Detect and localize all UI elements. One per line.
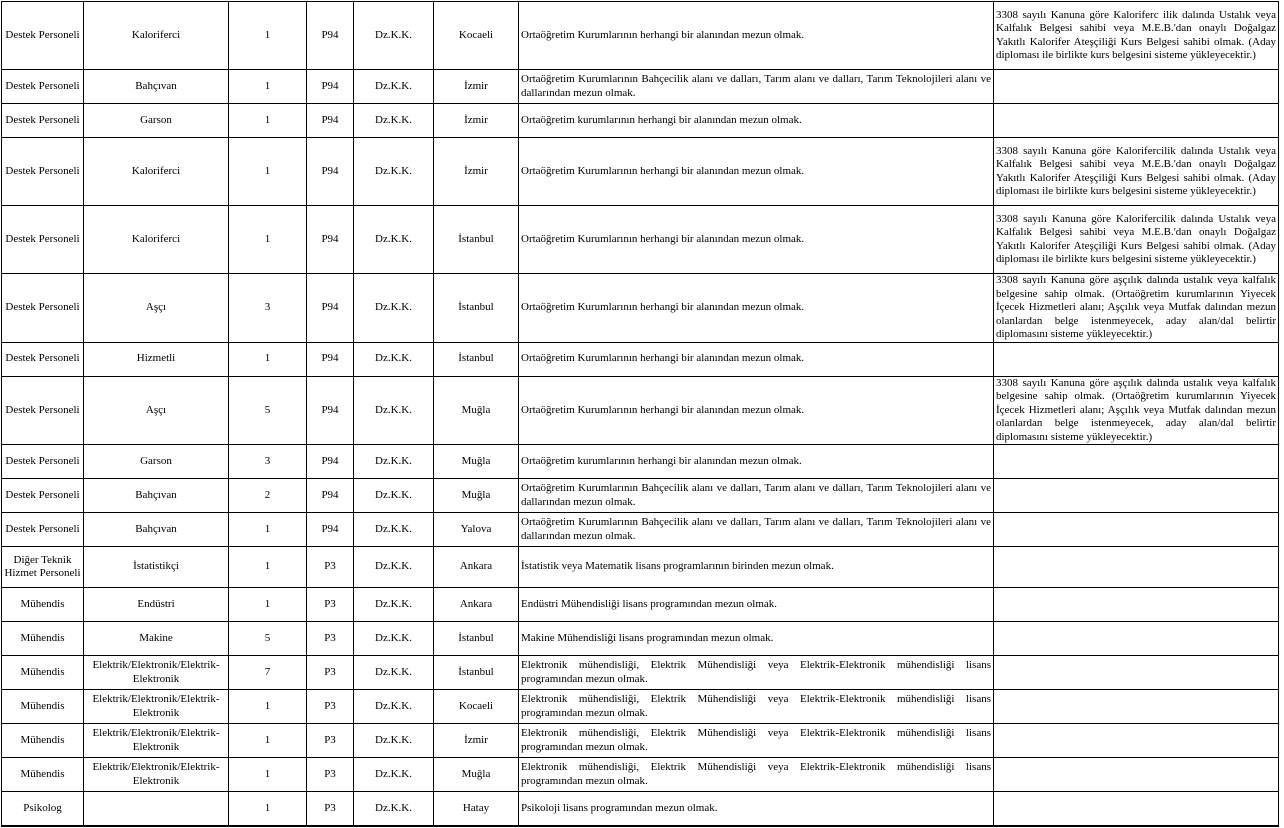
title-cell: Destek Personeli: [2, 206, 84, 274]
table-row: [2, 690, 1279, 724]
department-cell: [84, 792, 229, 826]
title-cell: Mühendis: [2, 656, 84, 690]
note-cell: [994, 758, 1279, 792]
department-cell: Elektrik/Elektronik/Elektrik-Elektronik: [84, 758, 229, 792]
department-cell: Bahçıvan: [84, 513, 229, 547]
department-cell: Makine: [84, 622, 229, 656]
table-row: [2, 724, 1279, 758]
qualification-cell: Ortaöğretim Kurumlarının herhangi bir alanından mezun olmak.: [519, 342, 994, 376]
city-cell: Ankara: [434, 547, 519, 588]
city-cell: Kocaeli: [434, 690, 519, 724]
city-cell: Muğla: [434, 445, 519, 479]
qualification-cell: Psikoloji lisans programından mezun olmak.: [519, 792, 994, 826]
qualification-cell: Elektronik mühendisliği, Elektrik Mühendisliği veya Elektrik-Elektronik mühendisliği lisans programından mezun olmak.: [519, 656, 994, 690]
note-cell: [994, 588, 1279, 622]
score-type-cell: P94: [307, 445, 354, 479]
qualification-cell: Makine Mühendisliği lisans programından mezun olmak.: [519, 622, 994, 656]
score-type-cell: P94: [307, 376, 354, 445]
count-cell: 3: [229, 274, 307, 343]
title-cell: Destek Personeli: [2, 513, 84, 547]
count-cell: 1: [229, 792, 307, 826]
count-cell: 5: [229, 622, 307, 656]
force-cell: Dz.K.K.: [354, 758, 434, 792]
note-cell: [994, 547, 1279, 588]
note-cell: [994, 104, 1279, 138]
department-cell: Garson: [84, 104, 229, 138]
count-cell: 1: [229, 206, 307, 274]
note-cell: [994, 622, 1279, 656]
score-type-cell: P3: [307, 690, 354, 724]
city-cell: Kocaeli: [434, 2, 519, 70]
note-cell: 3308 sayılı Kanuna göre aşçılık dalında ustalık veya kalfalık belgesine sahip olmak. (Ortaöğretim kurumlarının Yiyecek İçecek Hizmetleri alanı; Aşçılık veya Mutfak dalından mezun olanlardan belge istenmeyecek, aday alan/dal belirtir diplomasını sisteme yükleyecektir.): [994, 274, 1279, 343]
department-cell: Kaloriferci: [84, 206, 229, 274]
qualification-cell: Ortaöğretim kurumlarının herhangi bir alanından mezun olmak.: [519, 445, 994, 479]
force-cell: Dz.K.K.: [354, 547, 434, 588]
count-cell: 1: [229, 513, 307, 547]
qualification-cell: Ortaöğretim Kurumlarının Bahçecilik alanı ve dalları, Tarım alanı ve dalları, Tarım Teknolojileri alanı ve dallarından mezun olmak.: [519, 513, 994, 547]
qualification-cell: Elektronik mühendisliği, Elektrik Mühendisliği veya Elektrik-Elektronik mühendisliği lisans programından mezun olmak.: [519, 724, 994, 758]
force-cell: Dz.K.K.: [354, 70, 434, 104]
force-cell: Dz.K.K.: [354, 445, 434, 479]
force-cell: Dz.K.K.: [354, 206, 434, 274]
force-cell: Dz.K.K.: [354, 376, 434, 445]
force-cell: Dz.K.K.: [354, 792, 434, 826]
title-cell: Mühendis: [2, 588, 84, 622]
city-cell: İstanbul: [434, 656, 519, 690]
department-cell: Garson: [84, 445, 229, 479]
department-cell: Bahçıvan: [84, 70, 229, 104]
table-row: [2, 656, 1279, 690]
count-cell: 2: [229, 479, 307, 513]
score-type-cell: P3: [307, 588, 354, 622]
table-body: [2, 2, 1279, 826]
note-cell: 3308 sayılı Kanuna göre aşçılık dalında ustalık veya kalfalık belgesine sahip olmak. (Ortaöğretim kurumlarının Yiyecek İçecek Hizmetleri alanı; Aşçılık veya Mutfak dalından mezun olanlardan belge istenmeyecek, aday alan/dal belirtir diplomasını sisteme yükleyecektir.): [994, 376, 1279, 445]
score-type-cell: P94: [307, 2, 354, 70]
note-cell: [994, 513, 1279, 547]
title-cell: Destek Personeli: [2, 445, 84, 479]
note-cell: [994, 724, 1279, 758]
table-row: [2, 376, 1279, 445]
count-cell: 1: [229, 547, 307, 588]
department-cell: İstatistikçi: [84, 547, 229, 588]
department-cell: Endüstri: [84, 588, 229, 622]
count-cell: 1: [229, 104, 307, 138]
city-cell: Muğla: [434, 479, 519, 513]
title-cell: Destek Personeli: [2, 479, 84, 513]
department-cell: Kaloriferci: [84, 138, 229, 206]
count-cell: 1: [229, 724, 307, 758]
department-cell: Kaloriferci: [84, 2, 229, 70]
force-cell: Dz.K.K.: [354, 479, 434, 513]
department-cell: Elektrik/Elektronik/Elektrik-Elektronik: [84, 724, 229, 758]
count-cell: 5: [229, 376, 307, 445]
table-row: [2, 274, 1279, 343]
qualification-cell: Ortaöğretim Kurumlarının Bahçecilik alanı ve dalları, Tarım alanı ve dalları, Tarım Teknolojileri alanı ve dallarından mezun olmak.: [519, 479, 994, 513]
score-type-cell: P94: [307, 206, 354, 274]
score-type-cell: P3: [307, 758, 354, 792]
count-cell: 1: [229, 138, 307, 206]
score-type-cell: P94: [307, 138, 354, 206]
score-type-cell: P94: [307, 342, 354, 376]
title-cell: Mühendis: [2, 724, 84, 758]
force-cell: Dz.K.K.: [354, 274, 434, 343]
force-cell: Dz.K.K.: [354, 690, 434, 724]
table-row: [2, 445, 1279, 479]
table-row: [2, 588, 1279, 622]
count-cell: 1: [229, 342, 307, 376]
note-cell: 3308 sayılı Kanuna göre Kaloriferc ilik dalında Ustalık veya Kalfalık Belgesi sahibi veya M.E.B.'dan onaylı Doğalgaz Yakıtlı Kalorifer Ateşçiliği Kurs Belgesi sahibi olmak. (Aday diploması ile birlikte kurs belgesini sisteme yükleyecektir.): [994, 2, 1279, 70]
table-row: [2, 513, 1279, 547]
score-type-cell: P3: [307, 622, 354, 656]
city-cell: İzmir: [434, 104, 519, 138]
table-row: [2, 342, 1279, 376]
department-cell: Elektrik/Elektronik/Elektrik-Elektronik: [84, 690, 229, 724]
score-type-cell: P3: [307, 724, 354, 758]
force-cell: Dz.K.K.: [354, 622, 434, 656]
qualification-cell: İstatistik veya Matematik lisans programlarının birinden mezun olmak.: [519, 547, 994, 588]
qualification-cell: Ortaöğretim Kurumlarının herhangi bir alanından mezun olmak.: [519, 206, 994, 274]
qualification-cell: Elektronik mühendisliği, Elektrik Mühendisliği veya Elektrik-Elektronik mühendisliği lisans programından mezun olmak.: [519, 690, 994, 724]
score-type-cell: P3: [307, 792, 354, 826]
city-cell: Muğla: [434, 376, 519, 445]
city-cell: Yalova: [434, 513, 519, 547]
score-type-cell: P94: [307, 70, 354, 104]
note-cell: 3308 sayılı Kanuna göre Kalorifercilik dalında Ustalık veya Kalfalık Belgesi sahibi veya M.E.B.'dan onaylı Doğalgaz Yakıtlı Kalorifer Ateşçiliği Kurs Belgesi sahibi olmak. (Aday diploması ile birlikte kurs belgesini sisteme yükleyecektir.): [994, 138, 1279, 206]
score-type-cell: P3: [307, 547, 354, 588]
city-cell: Muğla: [434, 758, 519, 792]
table-row: [2, 70, 1279, 104]
title-cell: Destek Personeli: [2, 376, 84, 445]
qualification-cell: Ortaöğretim kurumlarının herhangi bir alanından mezun olmak.: [519, 104, 994, 138]
note-cell: [994, 690, 1279, 724]
department-cell: Elektrik/Elektronik/Elektrik-Elektronik: [84, 656, 229, 690]
score-type-cell: P3: [307, 656, 354, 690]
count-cell: 1: [229, 588, 307, 622]
note-cell: [994, 342, 1279, 376]
table-row: [2, 479, 1279, 513]
count-cell: 1: [229, 758, 307, 792]
qualification-cell: Endüstri Mühendisliği lisans programından mezun olmak.: [519, 588, 994, 622]
title-cell: Mühendis: [2, 622, 84, 656]
title-cell: Psikolog: [2, 792, 84, 826]
title-cell: Mühendis: [2, 758, 84, 792]
table-row: [2, 138, 1279, 206]
department-cell: Hizmetli: [84, 342, 229, 376]
force-cell: Dz.K.K.: [354, 138, 434, 206]
city-cell: İzmir: [434, 724, 519, 758]
table-row: [2, 104, 1279, 138]
note-cell: [994, 70, 1279, 104]
city-cell: İstanbul: [434, 206, 519, 274]
title-cell: Destek Personeli: [2, 274, 84, 343]
qualification-cell: Elektronik mühendisliği, Elektrik Mühendisliği veya Elektrik-Elektronik mühendisliği lisans programından mezun olmak.: [519, 758, 994, 792]
score-type-cell: P94: [307, 479, 354, 513]
count-cell: 3: [229, 445, 307, 479]
force-cell: Dz.K.K.: [354, 724, 434, 758]
count-cell: 1: [229, 70, 307, 104]
note-cell: [994, 445, 1279, 479]
table-row: [2, 792, 1279, 826]
table-row: [2, 2, 1279, 70]
count-cell: 7: [229, 656, 307, 690]
table-row: [2, 758, 1279, 792]
title-cell: Mühendis: [2, 690, 84, 724]
force-cell: Dz.K.K.: [354, 588, 434, 622]
score-type-cell: P94: [307, 513, 354, 547]
title-cell: Destek Personeli: [2, 138, 84, 206]
title-cell: Diğer Teknik Hizmet Personeli: [2, 547, 84, 588]
city-cell: İstanbul: [434, 342, 519, 376]
note-cell: [994, 656, 1279, 690]
table-row: [2, 622, 1279, 656]
note-cell: [994, 792, 1279, 826]
department-cell: Bahçıvan: [84, 479, 229, 513]
qualification-cell: Ortaöğretim Kurumlarının herhangi bir alanından mezun olmak.: [519, 138, 994, 206]
note-cell: 3308 sayılı Kanuna göre Kalorifercilik dalında Ustalık veya Kalfalık Belgesi sahibi veya M.E.B.'dan onaylı Doğalgaz Yakıtlı Kalorifer Ateşçiliği Kurs Belgesi sahibi olmak. (Aday diploması ile birlikte kurs belgesini sisteme yükleyecektir.): [994, 206, 1279, 274]
force-cell: Dz.K.K.: [354, 342, 434, 376]
force-cell: Dz.K.K.: [354, 104, 434, 138]
qualification-cell: Ortaöğretim Kurumlarının herhangi bir alanından mezun olmak.: [519, 274, 994, 343]
city-cell: İzmir: [434, 70, 519, 104]
count-cell: 1: [229, 690, 307, 724]
score-type-cell: P94: [307, 274, 354, 343]
city-cell: İstanbul: [434, 622, 519, 656]
table-row: [2, 547, 1279, 588]
city-cell: İstanbul: [434, 274, 519, 343]
title-cell: Destek Personeli: [2, 342, 84, 376]
department-cell: Aşçı: [84, 376, 229, 445]
title-cell: Destek Personeli: [2, 70, 84, 104]
positions-table: [1, 1, 1279, 827]
qualification-cell: Ortaöğretim Kurumlarının Bahçecilik alanı ve dalları, Tarım alanı ve dalları, Tarım Teknolojileri alanı ve dallarından mezun olmak.: [519, 70, 994, 104]
force-cell: Dz.K.K.: [354, 2, 434, 70]
score-type-cell: P94: [307, 104, 354, 138]
title-cell: Destek Personeli: [2, 104, 84, 138]
city-cell: Ankara: [434, 588, 519, 622]
table-row: [2, 206, 1279, 274]
qualification-cell: Ortaöğretim Kurumlarının herhangi bir alanından mezun olmak.: [519, 2, 994, 70]
force-cell: Dz.K.K.: [354, 513, 434, 547]
city-cell: Hatay: [434, 792, 519, 826]
city-cell: İzmir: [434, 138, 519, 206]
note-cell: [994, 479, 1279, 513]
count-cell: 1: [229, 2, 307, 70]
qualification-cell: Ortaöğretim Kurumlarının herhangi bir alanından mezun olmak.: [519, 376, 994, 445]
department-cell: Aşçı: [84, 274, 229, 343]
title-cell: Destek Personeli: [2, 2, 84, 70]
force-cell: Dz.K.K.: [354, 656, 434, 690]
